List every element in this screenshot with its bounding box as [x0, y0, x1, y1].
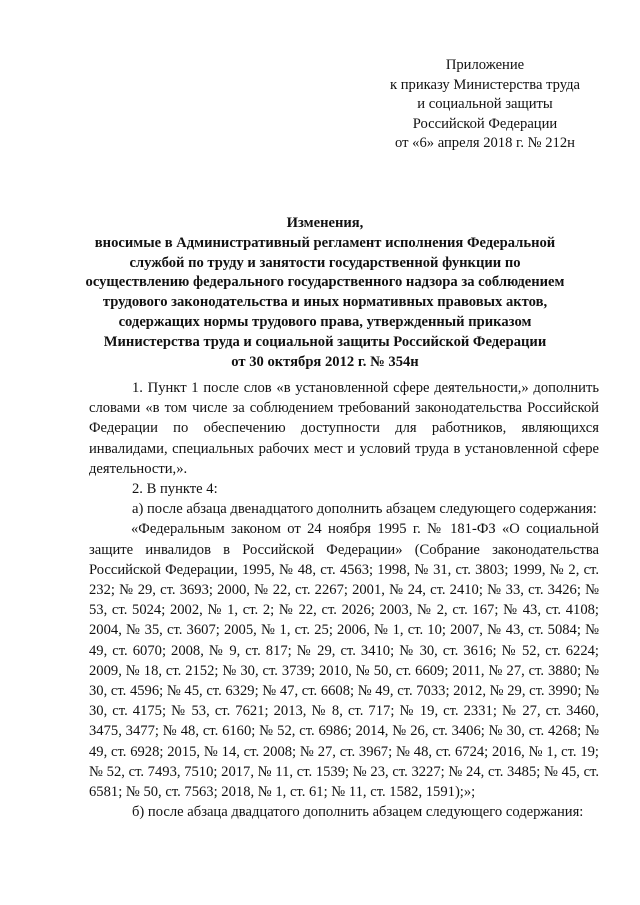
- appendix-line: и социальной защиты: [417, 96, 553, 112]
- title-line: трудового законодательства и иных нормативных правовых актов,: [102, 294, 548, 311]
- appendix-line: к приказу Министерства труда: [389, 76, 581, 93]
- document-body: [89, 378, 599, 822]
- title-line: осуществлению федерального государственного надзора за соблюдением: [85, 274, 565, 291]
- title-line: Изменения,: [286, 215, 364, 231]
- paragraph-item-1: 1. Пункт 1 после слов «в установленной сфере деятельности,» дополнить словами «в том числе за соблюдением требований законодательства Российской Федерации по обеспечению доступности для работников, являющихся инвалидами, специальных рабочих мест и условий труда в установленной сфере деятельности,».: [89, 380, 599, 477]
- appendix-line: Приложение: [445, 57, 525, 73]
- title-line: службой по труду и занятости государственной функции по: [129, 254, 521, 271]
- appendix-block: [380, 56, 590, 154]
- title-line: Министерства труда и социальной защиты Российской Федерации: [103, 333, 547, 350]
- paragraph-subitem-a: а) после абзаца двенадцатого дополнить абзацем следующего содержания:: [132, 501, 597, 518]
- paragraph-quoted-law: «Федеральным законом от 24 ноября 1995 г. № 181-ФЗ «О социальной защите инвалидов в Российской Федерации» (Собрание законодательства Российской Федерации, 1995, № 48, ст. 4563; 1998, № 31, ст. 3803; 1999, № 2, ст. 232; № 29, ст. 3693; 2000, № 22, ст. 2267; 2001, № 24, ст. 2410; № 33, ст. 3426; № 53, ст. 5024; 2002, № 1, ст. 2; № 22, ст. 2026; 2003, № 2, ст. 167; № 43, ст. 4108; 2004, № 35, ст. 3607; 2005, № 1, ст. 25; 2006, № 1, ст. 10; 2007, № 43, ст. 5084; № 49, ст. 6070; 2008, № 9, ст. 817; № 29, ст. 3410; № 30, ст. 3616; № 52, ст. 6224; 2009, № 18, ст. 2152; № 30, ст. 3739; 2010, № 50, ст. 6609; 2011, № 27, ст. 3880; № 30, ст. 4596; № 45, ст. 6329; № 47, ст. 6608; № 49, ст. 7033; 2012, № 29, ст. 3990; № 30, ст. 4175; № 53, ст. 7621; 2013, № 8, ст. 717; № 19, ст. 2331; № 27, ст. 3460, 3475, 3477; № 48, ст. 6160; № 52, ст. 6986; 2014, № 26, ст. 3406; № 30, ст. 4268; № 49, ст. 6928; 2015, № 14, ст. 2008; № 27, ст. 3967; № 48, ст. 6724; 2016, № 1, ст. 19; № 52, ст. 7493, 7510; 2017, № 11, ст. 1539; № 23, ст. 3227; № 24, ст. 3485; № 45, ст. 6581; № 50, ст. 7563; 2018, № 1, ст. 61; № 11, ст. 1582, 1591);»;: [89, 521, 599, 801]
- title-line: от 30 октября 2012 г. № 354н: [231, 353, 419, 370]
- paragraph-item-2: 2. В пункте 4:: [132, 481, 218, 498]
- appendix-line: Российской Федерации: [412, 115, 558, 132]
- appendix-line: от «6» апреля 2018 г. № 212н: [395, 135, 575, 151]
- title-line: вносимые в Административный регламент исполнения Федеральной: [94, 234, 556, 251]
- paragraph-subitem-b: б) после абзаца двадцатого дополнить абзацем следующего содержания:: [132, 804, 584, 821]
- title-line: содержащих нормы трудового права, утвержденный приказом: [118, 313, 532, 330]
- document-title: [60, 214, 590, 372]
